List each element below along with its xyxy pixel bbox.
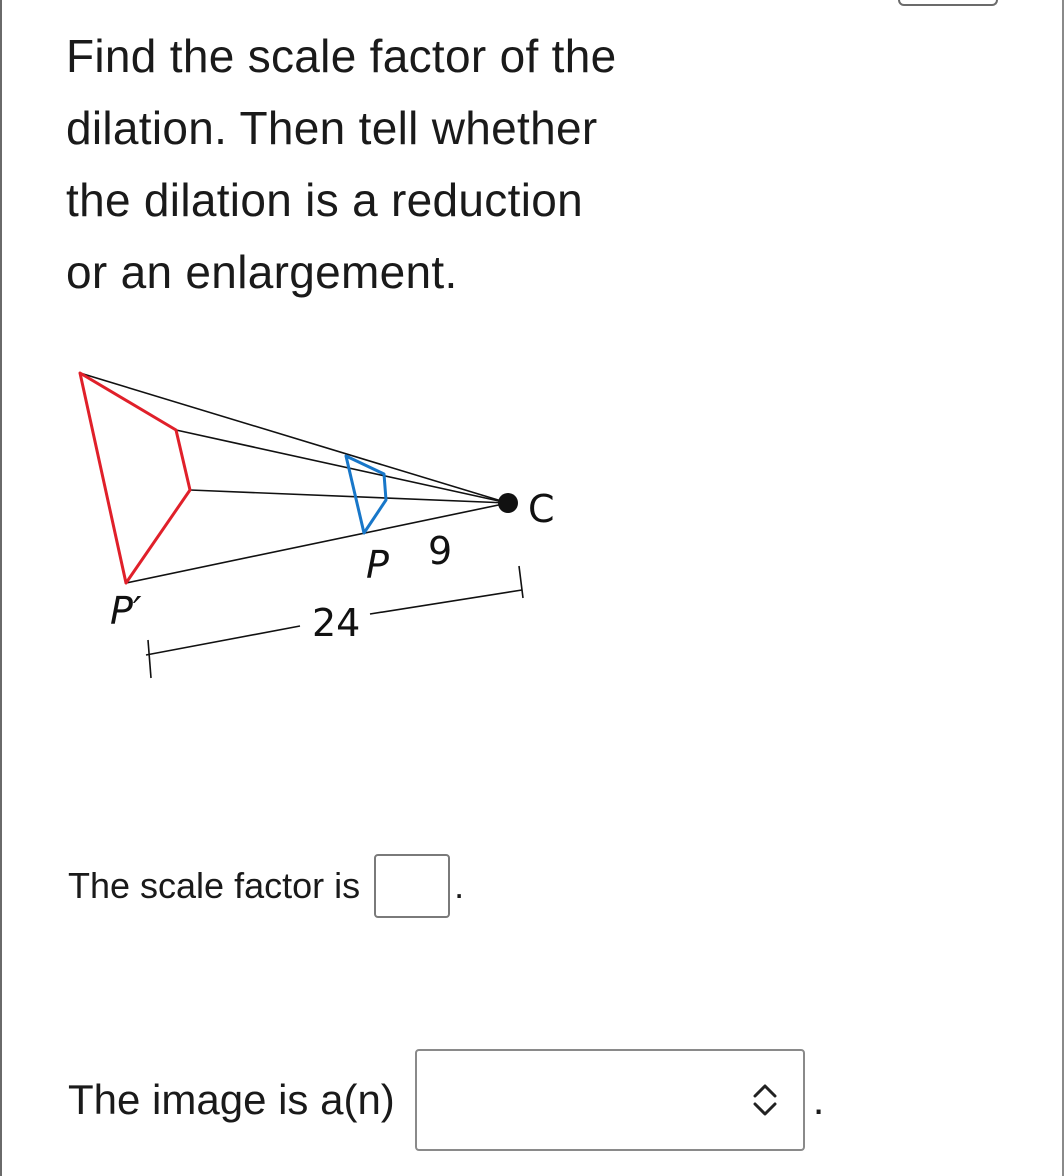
question-line: dilation. Then tell whether bbox=[66, 102, 598, 154]
center-point bbox=[498, 493, 518, 513]
label-p-prime: P′ bbox=[110, 589, 142, 633]
question-line: Find the scale factor of the bbox=[66, 30, 617, 82]
label-9: 9 bbox=[428, 529, 453, 573]
dilation-figure bbox=[0, 350, 620, 690]
scale-factor-prompt: The scale factor is bbox=[68, 865, 361, 906]
top-tab-indicator bbox=[898, 0, 998, 6]
scale-factor-row bbox=[68, 852, 464, 920]
question-text bbox=[66, 20, 706, 308]
question-line: or an enlargement. bbox=[66, 246, 458, 298]
question-line: the dilation is a reduction bbox=[66, 174, 583, 226]
image-type-select[interactable] bbox=[415, 1049, 805, 1151]
ray-1 bbox=[80, 373, 508, 503]
period-1: . bbox=[454, 865, 465, 906]
label-24: 24 bbox=[312, 601, 361, 645]
label-p: P bbox=[366, 543, 389, 587]
label-c: C bbox=[528, 487, 555, 531]
image-polygon bbox=[80, 373, 190, 583]
image-type-prompt: The image is a(n) bbox=[68, 1076, 395, 1123]
image-type-row bbox=[68, 1048, 824, 1152]
period-2: . bbox=[812, 1076, 825, 1123]
scale-factor-input[interactable] bbox=[374, 854, 450, 918]
preimage-polygon bbox=[346, 456, 386, 533]
up-down-chevron-icon bbox=[751, 1080, 779, 1120]
